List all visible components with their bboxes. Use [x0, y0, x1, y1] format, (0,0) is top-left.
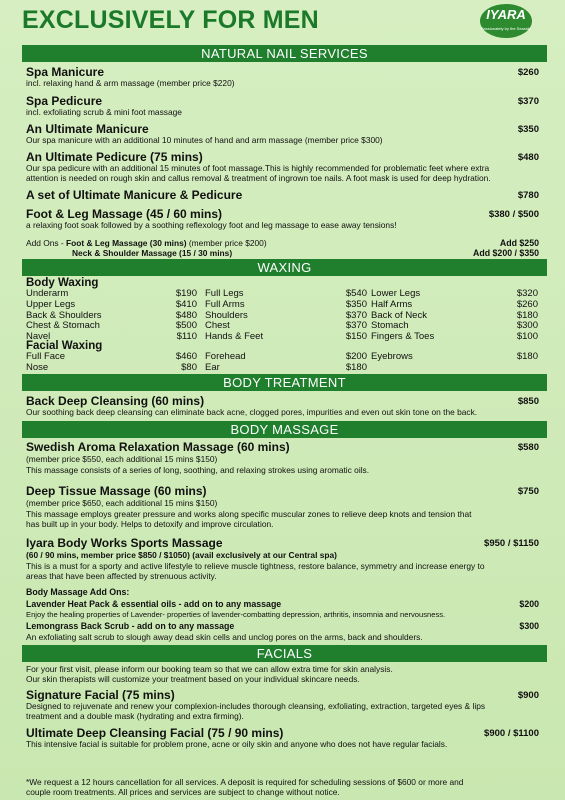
wax-item-name: Hands & Feet — [205, 331, 264, 343]
wax-item-name: Eyebrows — [371, 351, 413, 362]
wax-item-price: $540 — [345, 288, 367, 299]
service-title: Iyara Body Works Sports Massage — [26, 536, 223, 550]
section-bar-waxing: WAXING — [22, 259, 547, 276]
logo-tagline: Passionately by the Seaside — [480, 26, 532, 31]
service-price: $850 — [517, 396, 539, 407]
addon-prefix: Add Ons - — [26, 238, 67, 248]
wax-item-name: Navel — [26, 331, 51, 343]
service-title: Ultimate Deep Cleansing Facial (75 / 90 mins) — [26, 726, 284, 740]
addon-price: Add $250 — [499, 238, 539, 248]
logo-text: IYARA — [486, 7, 526, 22]
wax-item-name: Full Legs — [205, 288, 244, 299]
footer-note: *We request a 12 hours cancellation for all services. A deposit is required for scheduling sessions of $600 or more and — [26, 777, 464, 787]
page-title: EXCLUSIVELY FOR MEN — [22, 6, 319, 34]
service-title: An Ultimate Manicure — [26, 122, 149, 136]
wax-item-price: $190 — [175, 288, 197, 299]
wax-item-price: $110 — [176, 331, 197, 343]
service-desc: This massage employs greater pressure and works along specific muscular zones to relieve deep knots and tension that — [26, 509, 472, 519]
addon-name: Lavender Heat Pack & essential oils - add on to any massage — [26, 599, 282, 609]
wax-item-name: Shoulders — [205, 309, 248, 321]
wax-item-name: Full Arms — [205, 298, 245, 310]
service-price: $380 / $500 — [488, 209, 539, 220]
service-desc: This massage consists of a series of long, soothing, and relaxing strokes using aromatic oils. — [26, 465, 370, 475]
wax-item-price: $150 — [345, 331, 367, 343]
addon-desc: An exfoliating salt scrub to slough away dead skin cells and unclog pores on the arms, back and shoulders. — [26, 632, 423, 642]
service-desc: attention is needed on rough skin and callus removal & treatment of ingrown toe nails. A foot mask is used for deep hydration. — [26, 173, 491, 183]
wax-item-price: $370 — [345, 320, 367, 332]
wax-item-name: Back & Shoulders — [26, 309, 102, 321]
facials-intro: For your first visit, please inform our booking team so that we can allow extra time for skin analysis. — [26, 664, 393, 674]
wax-item-price: $410 — [175, 298, 197, 310]
wax-item-name: Half Arms — [371, 298, 413, 310]
addon-line-1 — [26, 238, 267, 248]
addon-price: Add $200 / $350 — [472, 248, 539, 258]
service-title: Spa Manicure — [26, 65, 105, 79]
service-price: $950 / $1150 — [484, 538, 539, 549]
wax-item-name: Stomach — [371, 320, 409, 332]
wax-item-price: $320 — [516, 288, 538, 299]
wax-item-price: $200 — [345, 351, 367, 362]
service-title: Spa Pedicure — [26, 94, 103, 108]
section-bar-facials: FACIALS — [22, 645, 547, 662]
service-desc: This intensive facial is suitable for problem prone, acne or oily skin and anyone who does not have regular facials. — [26, 739, 448, 749]
service-note: (member price $650, each additional 15 mins $150) — [26, 498, 218, 508]
service-desc: Our soothing back deep cleansing can eliminate back acne, clogged pores, impurities and even out skin tone on the back. — [26, 407, 478, 417]
wax-item-name: Forehead — [205, 351, 246, 362]
wax-item-price: $370 — [345, 309, 367, 321]
service-price: $580 — [517, 442, 539, 453]
service-desc: incl. relaxing hand & arm massage (member price $220) — [26, 78, 235, 88]
service-price: $480 — [517, 152, 539, 163]
service-title: Foot & Leg Massage (45 / 60 mins) — [26, 207, 223, 221]
subsection-title: Facial Waxing — [26, 340, 103, 352]
addon-name: Foot & Leg Massage (30 mins) — [66, 238, 187, 248]
service-title: Back Deep Cleansing (60 mins) — [26, 394, 205, 408]
service-desc: incl. exfoliating scrub & mini foot massage — [26, 107, 182, 117]
service-desc: Our spa pedicure with an additional 15 minutes of foot massage.This is highly recommended for problematic feet where extra — [26, 163, 490, 173]
wax-item-price: $460 — [175, 351, 197, 362]
wax-item-price: $80 — [181, 361, 197, 373]
service-desc: treatment and a double mask (hydrating and extra firming). — [26, 711, 244, 721]
wax-item-price: $180 — [345, 361, 367, 373]
addon-price: $300 — [519, 621, 539, 631]
section-bar-body-massage: BODY MASSAGE — [22, 421, 547, 438]
service-desc: areas that have been affected by strenuous activity. — [26, 571, 217, 581]
wax-item-price: $180 — [516, 309, 538, 321]
service-desc: Designed to rejuvenate and renew your complexion-includes thorough cleansing, exfoliating, extraction, targeted eyes & lips — [26, 701, 486, 711]
wax-item-price: $350 — [345, 298, 367, 310]
wax-item-price: $500 — [175, 320, 197, 332]
service-price: $260 — [517, 67, 539, 78]
service-price: $370 — [517, 96, 539, 107]
addon-price: $200 — [519, 599, 539, 609]
wax-item-price: $180 — [516, 351, 538, 362]
service-desc: has built up in your body. Helps to detoxify and improve circulation. — [26, 519, 274, 529]
header — [0, 0, 565, 42]
addon-name: Neck & Shoulder Massage (15 / 30 mins) — [72, 248, 233, 258]
service-desc: Our spa manicure with an additional 10 minutes of hand and arm massage (member price $300) — [26, 135, 383, 145]
service-title: A set of Ultimate Manicure & Pedicure — [26, 188, 243, 202]
section-bar-body-treatment: BODY TREATMENT — [22, 374, 547, 391]
addon-name: Lemongrass Back Scrub - add on to any massage — [26, 621, 235, 631]
service-price: $780 — [517, 190, 539, 201]
service-title: Signature Facial (75 mins) — [26, 688, 175, 702]
wax-item-name: Lower Legs — [371, 288, 421, 299]
service-price: $900 — [517, 690, 539, 701]
wax-item-name: Underarm — [26, 288, 69, 299]
wax-item-name: Full Face — [26, 351, 66, 362]
service-title: An Ultimate Pedicure (75 mins) — [26, 150, 203, 164]
service-note: (60 / 90 mins, member price $850 / $1050) (avail exclusively at our Central spa) — [26, 550, 337, 560]
service-title: Deep Tissue Massage (60 mins) — [26, 484, 207, 498]
wax-item-name: Chest — [205, 320, 230, 332]
addon-desc: Enjoy the healing properties of Lavender- properties of lavender-combatting depression, arthritis, insomnia and nervousness. — [26, 610, 446, 619]
wax-item-name: Upper Legs — [26, 298, 76, 310]
service-price: $350 — [517, 124, 539, 135]
addons-title: Body Massage Add Ons: — [26, 587, 130, 597]
wax-item-name: Fingers & Toes — [371, 331, 435, 343]
wax-item-name: Chest & Stomach — [26, 320, 100, 332]
service-price: $750 — [517, 486, 539, 497]
subsection-title: Body Waxing — [26, 277, 99, 289]
service-title: Swedish Aroma Relaxation Massage (60 mins) — [26, 440, 290, 454]
wax-item-price: $100 — [516, 331, 538, 343]
wax-item-name: Back of Neck — [371, 309, 427, 321]
service-price: $900 / $1100 — [484, 728, 539, 739]
wax-item-price: $480 — [175, 309, 197, 321]
wax-item-price: $260 — [516, 298, 538, 310]
facials-intro: Our skin therapists will customize your treatment based on your individual skincare needs. — [26, 674, 360, 684]
wax-item-price: $300 — [516, 320, 538, 332]
wax-item-name: Ear — [205, 361, 220, 373]
footer-note: couple room treatments. All prices and services are subject to change without notice. — [26, 787, 340, 797]
wax-item-name: Nose — [26, 361, 49, 373]
service-desc: a relaxing foot soak followed by a soothing reflexology foot and leg massage to ease away tensions! — [26, 220, 397, 230]
service-note: (member price $550, each additional 15 mins $150) — [26, 454, 218, 464]
addon-note: (member price $200) — [186, 238, 267, 248]
section-bar-nails: NATURAL NAIL SERVICES — [22, 45, 547, 62]
service-desc: This is a must for a sporty and active lifestyle to relieve muscle tightness, restore balance, symmetry and increase energy to — [26, 561, 485, 571]
brand-logo — [480, 4, 532, 38]
